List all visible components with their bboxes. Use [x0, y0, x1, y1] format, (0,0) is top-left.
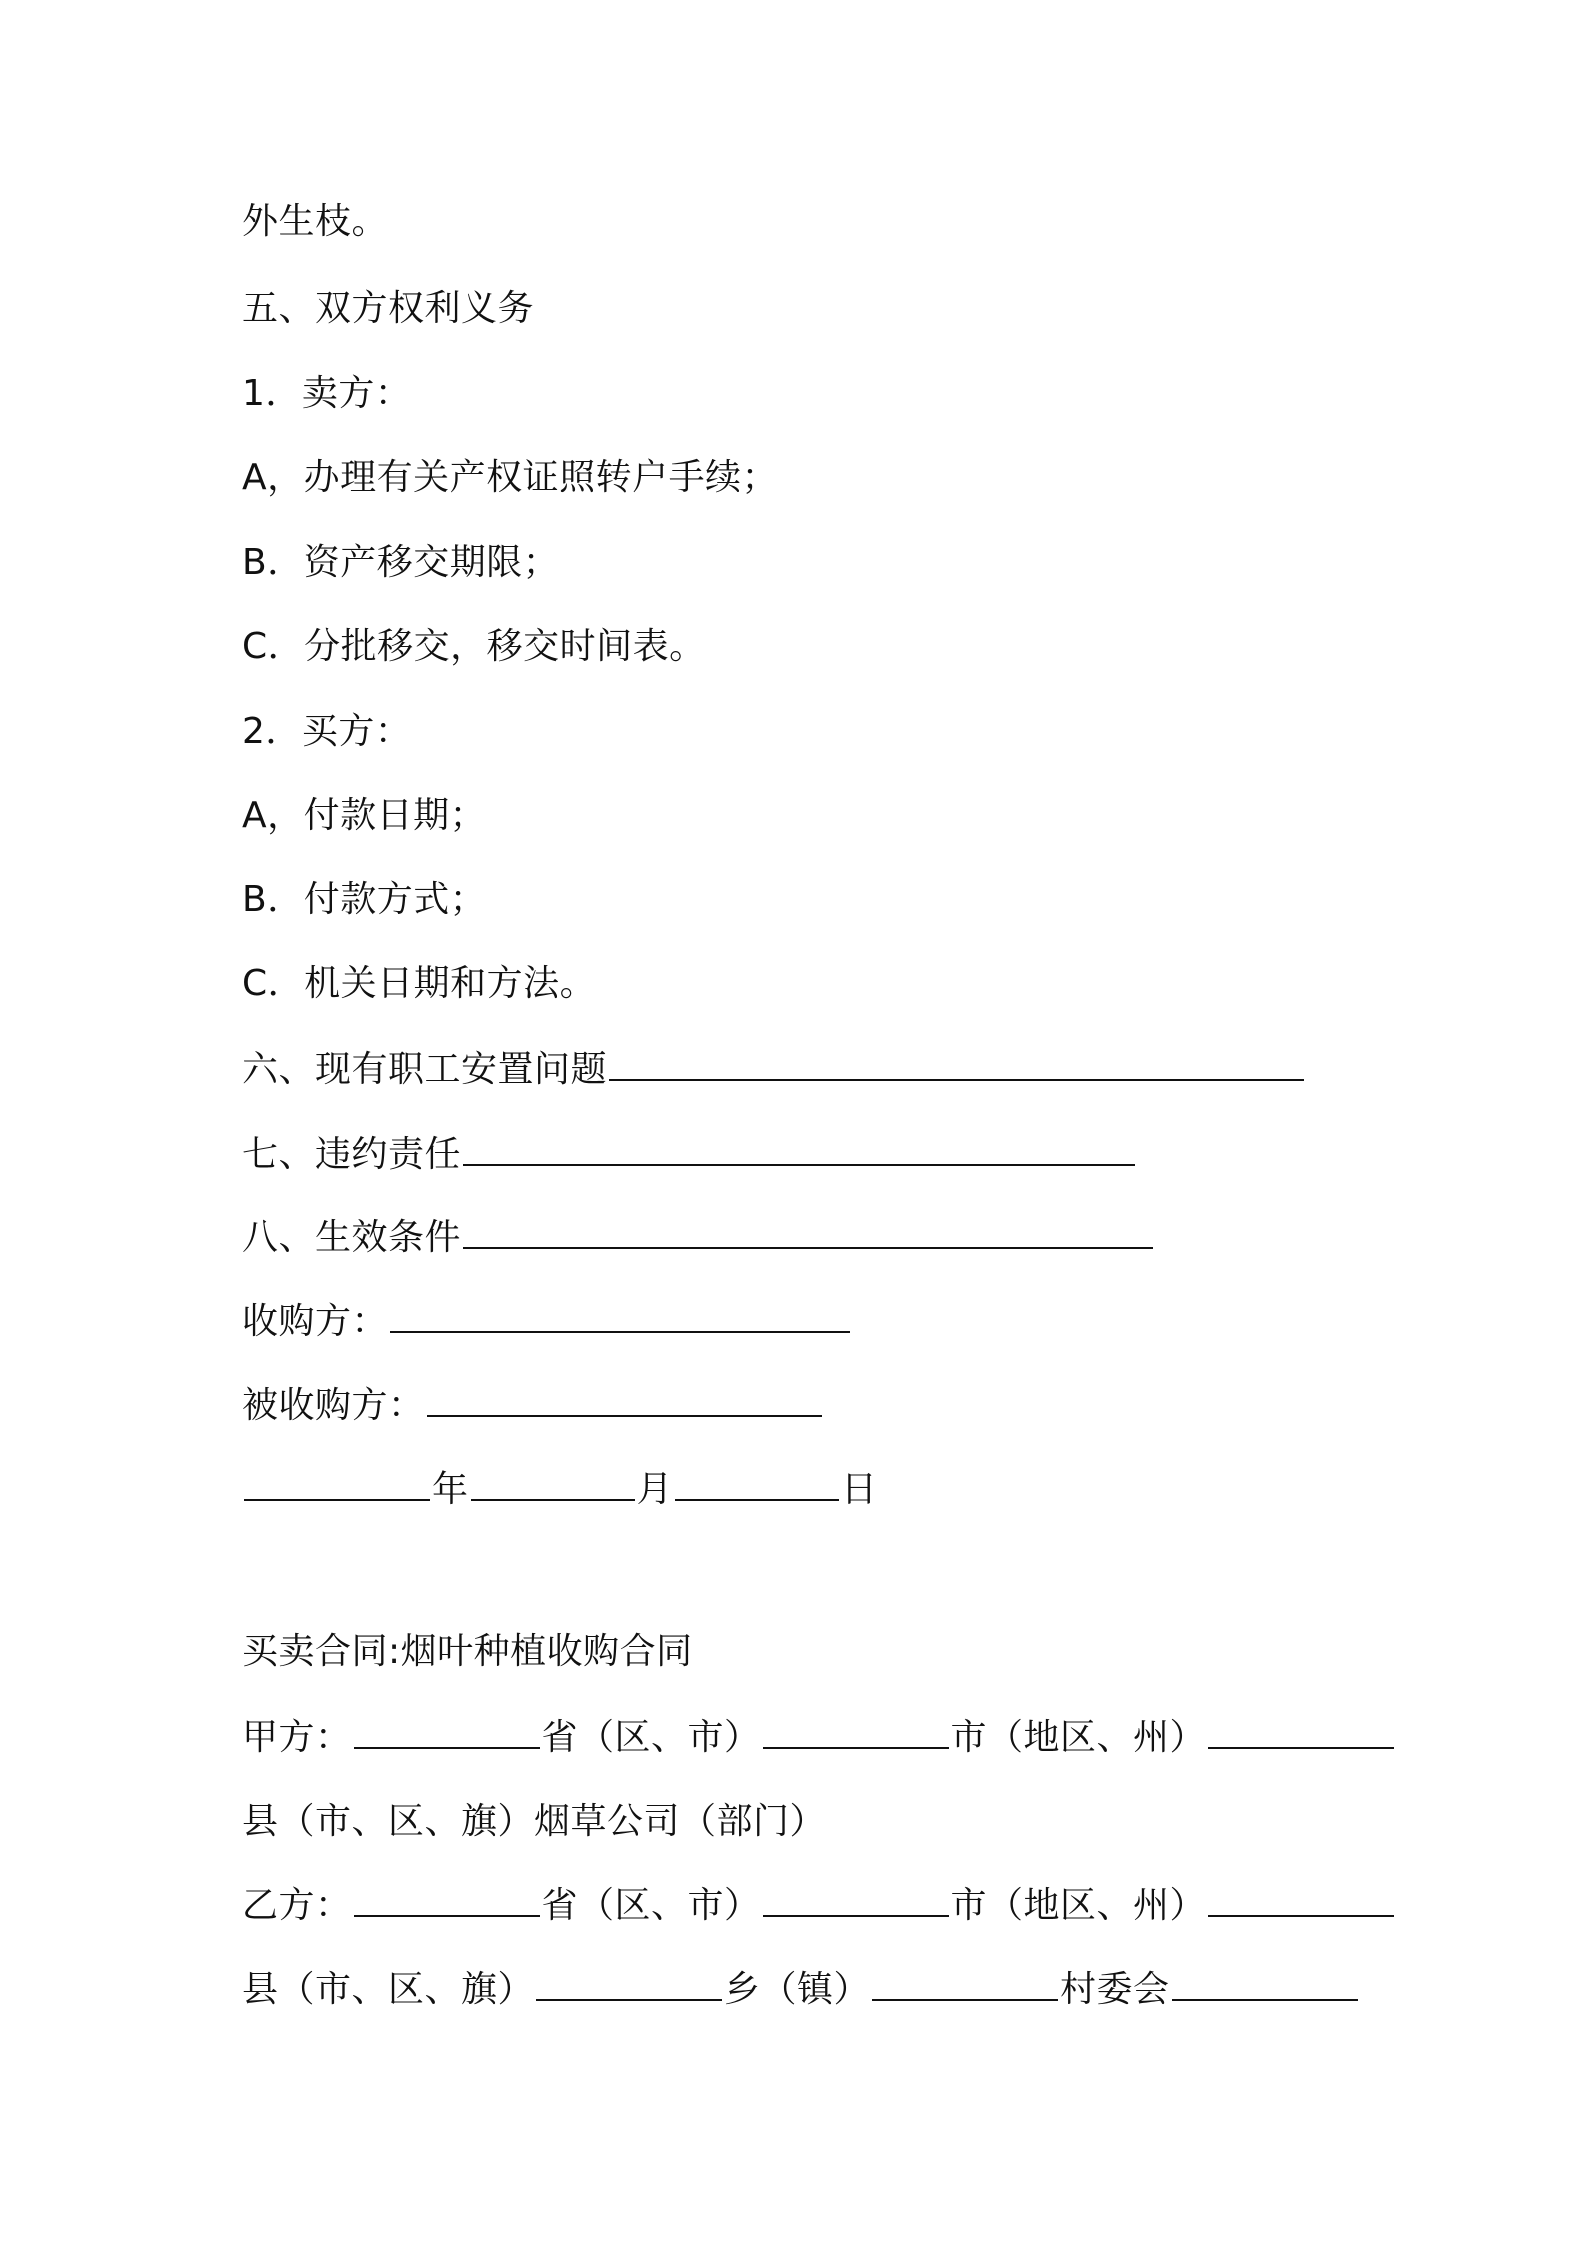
buyer-line: [242, 1300, 852, 1344]
province-label: 省（区、市）: [541, 1885, 761, 1926]
party-a-county-line: 县（市、区、旗）烟草公司（部门）: [242, 1801, 827, 1842]
party-b-address-line: [242, 1968, 1360, 2012]
text-line: 外生枝。: [242, 201, 389, 242]
fill-blank[interactable]: [1208, 1885, 1394, 1917]
month-label: 月: [636, 1469, 674, 1510]
fill-blank[interactable]: [463, 1217, 1153, 1249]
section-heading-5: 五、双方权利义务: [242, 288, 535, 329]
fill-blank[interactable]: [536, 1969, 722, 2001]
fill-blank[interactable]: [763, 1885, 949, 1917]
day-label: 日: [841, 1469, 878, 1510]
day-blank[interactable]: [675, 1469, 839, 1501]
text-line: 2．买方：: [242, 711, 412, 752]
section-heading-7: 七、违约责任: [242, 1134, 462, 1175]
text-line: B．付款方式；: [242, 879, 487, 920]
fill-blank[interactable]: [463, 1134, 1135, 1166]
year-label: 年: [432, 1469, 469, 1510]
section-heading-8: 八、生效条件: [242, 1217, 462, 1258]
party-a-line: [242, 1716, 1396, 1760]
fill-blank[interactable]: [1208, 1717, 1394, 1749]
text-line: B．资产移交期限；: [242, 542, 560, 583]
text-line: A，办理有关产权证照转户手续；: [242, 457, 779, 498]
fill-blank[interactable]: [1172, 1969, 1358, 2001]
fill-blank[interactable]: [354, 1885, 540, 1917]
fill-blank[interactable]: [763, 1717, 949, 1749]
month-blank[interactable]: [471, 1469, 635, 1501]
section-heading-6: 六、现有职工安置问题: [242, 1049, 608, 1090]
section-8-line: [242, 1216, 1155, 1260]
city-label: 市（地区、州）: [950, 1717, 1207, 1758]
text-line: A，付款日期；: [242, 795, 487, 836]
seller-line: [242, 1384, 824, 1428]
fill-blank[interactable]: [609, 1049, 1304, 1081]
section-7-line: [242, 1133, 1137, 1177]
party-a-label: 甲方：: [242, 1717, 352, 1758]
seller-blank[interactable]: [427, 1385, 822, 1417]
county-label: 县（市、区、旗）: [242, 1969, 535, 2010]
city-label: 市（地区、州）: [950, 1885, 1207, 1926]
buyer-label: 收购方：: [242, 1301, 389, 1342]
year-blank[interactable]: [244, 1469, 430, 1501]
text-line: 1．卖方：: [242, 373, 412, 414]
section-6-line: [242, 1048, 1306, 1092]
text-line: C．分批移交，移交时间表。: [242, 626, 706, 667]
contract-title: 买卖合同:烟叶种植收购合同: [242, 1631, 693, 1672]
village-label: 村委会: [1060, 1969, 1170, 2010]
seller-label: 被收购方：: [242, 1385, 425, 1426]
party-b-line: [242, 1884, 1396, 1928]
township-label: 乡（镇）: [724, 1969, 871, 2010]
buyer-blank[interactable]: [390, 1301, 850, 1333]
party-b-label: 乙方：: [242, 1885, 352, 1926]
text-line: C．机关日期和方法。: [242, 963, 597, 1004]
fill-blank[interactable]: [354, 1717, 540, 1749]
province-label: 省（区、市）: [541, 1717, 761, 1758]
date-line: [242, 1468, 878, 1512]
fill-blank[interactable]: [872, 1969, 1058, 2001]
